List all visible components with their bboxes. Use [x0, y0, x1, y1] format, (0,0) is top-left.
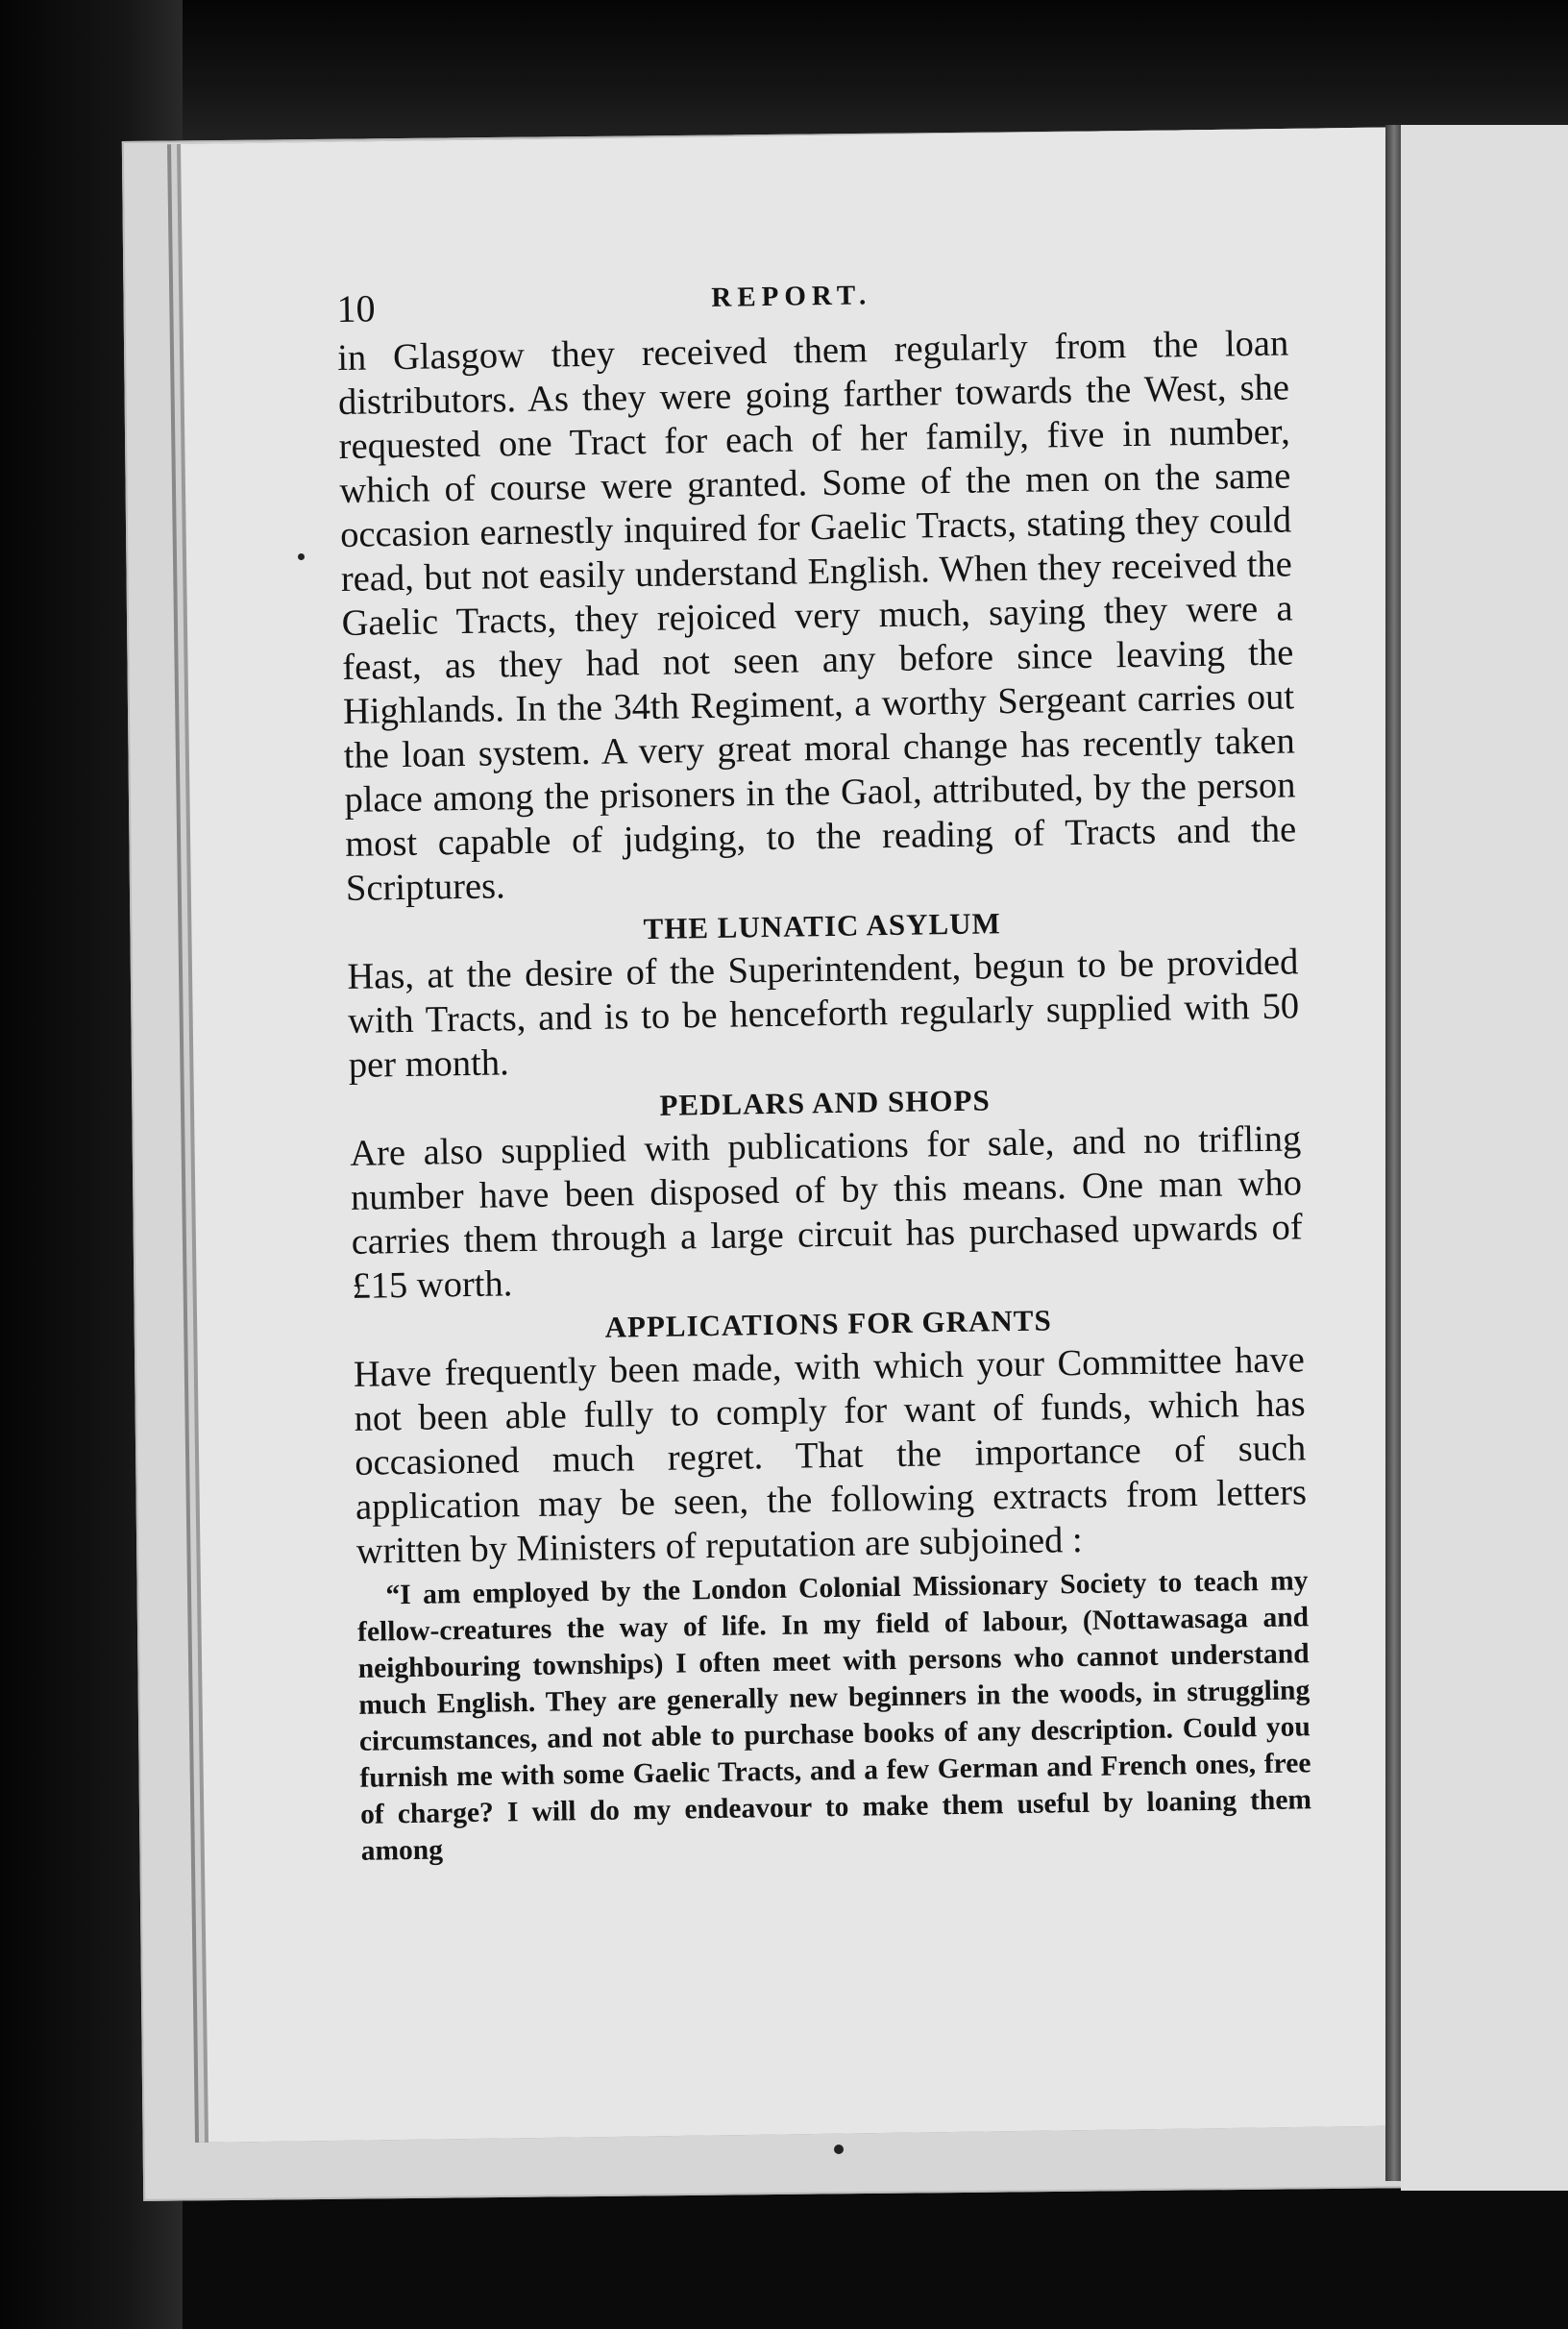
- opening-paragraph: in Glasgow they received them regularly from the loan distributors. As they were going farther towards the West, she requested one Tract for each of her family, five in number, which of course were granted. Some of the men on the same occasion earnestly inquired for Gaelic Tracts, stating they could read, but not easily understand English. When they received the Gaelic Tracts, they rejoiced very much, saying they were a feast, as they had not seen any before since leaving the Highlands. In the 34th Regiment, a worthy Sergeant carries out the loan system. A very great moral change has recently taken place among the prisoners in the Gaol, attributed, by the person most capable of judging, to the reading of Tracts and the Scriptures.: [336, 323, 1297, 909]
- letter-extract: “I am employed by the London Colonial Missionary Society to teach my fellow-creatures the way of life. In my field of labour, (Nottawasaga and neighbouring townships) I often meet with persons who cannot understand much English. They are generally new beginners in the woods, in struggling circumstances, and not able to purchase books of any description. Could you furnish me with some Gaelic Tracts, and a few German and French ones, free of charge? I will do my endeavour to make them useful by loaning them among: [356, 1565, 1312, 1867]
- running-head: REPORT.: [711, 280, 872, 313]
- ink-dot: [298, 553, 305, 560]
- section-heading-lunatic-asylum: THE LUNATIC ASYLUM: [643, 906, 1002, 946]
- section-heading-applications-grants: APPLICATIONS FOR GRANTS: [604, 1303, 1052, 1344]
- scan-background-top: [0, 0, 1568, 144]
- ink-blot: [834, 2145, 844, 2154]
- section-text-pedlars-shops: Are also supplied with publications for sale, and no trifling number have been disposed of by this means. One man who carries them through a large circuit has purchased upwards of £15 worth.: [349, 1118, 1303, 1307]
- page-content: [336, 263, 1312, 1869]
- section-text-lunatic-asylum: Has, at the desire of the Superintendent, begun to be provided with Tracts, and is to be henceforth regularly supplied with 50 per month.: [347, 942, 1300, 1086]
- section-heading-pedlars-shops: PEDLARS AND SHOPS: [659, 1083, 991, 1122]
- page-number: 10: [336, 286, 376, 331]
- section-text-applications-grants: Have frequently been made, with which your Committee have not been able fully to comply for want of funds, which has occasioned much regret. That the importance of such application may be seen, the following extracts from letters written by Ministers of reputation are subjoined :: [353, 1339, 1308, 1572]
- facing-page-fragment: [1401, 125, 1568, 2191]
